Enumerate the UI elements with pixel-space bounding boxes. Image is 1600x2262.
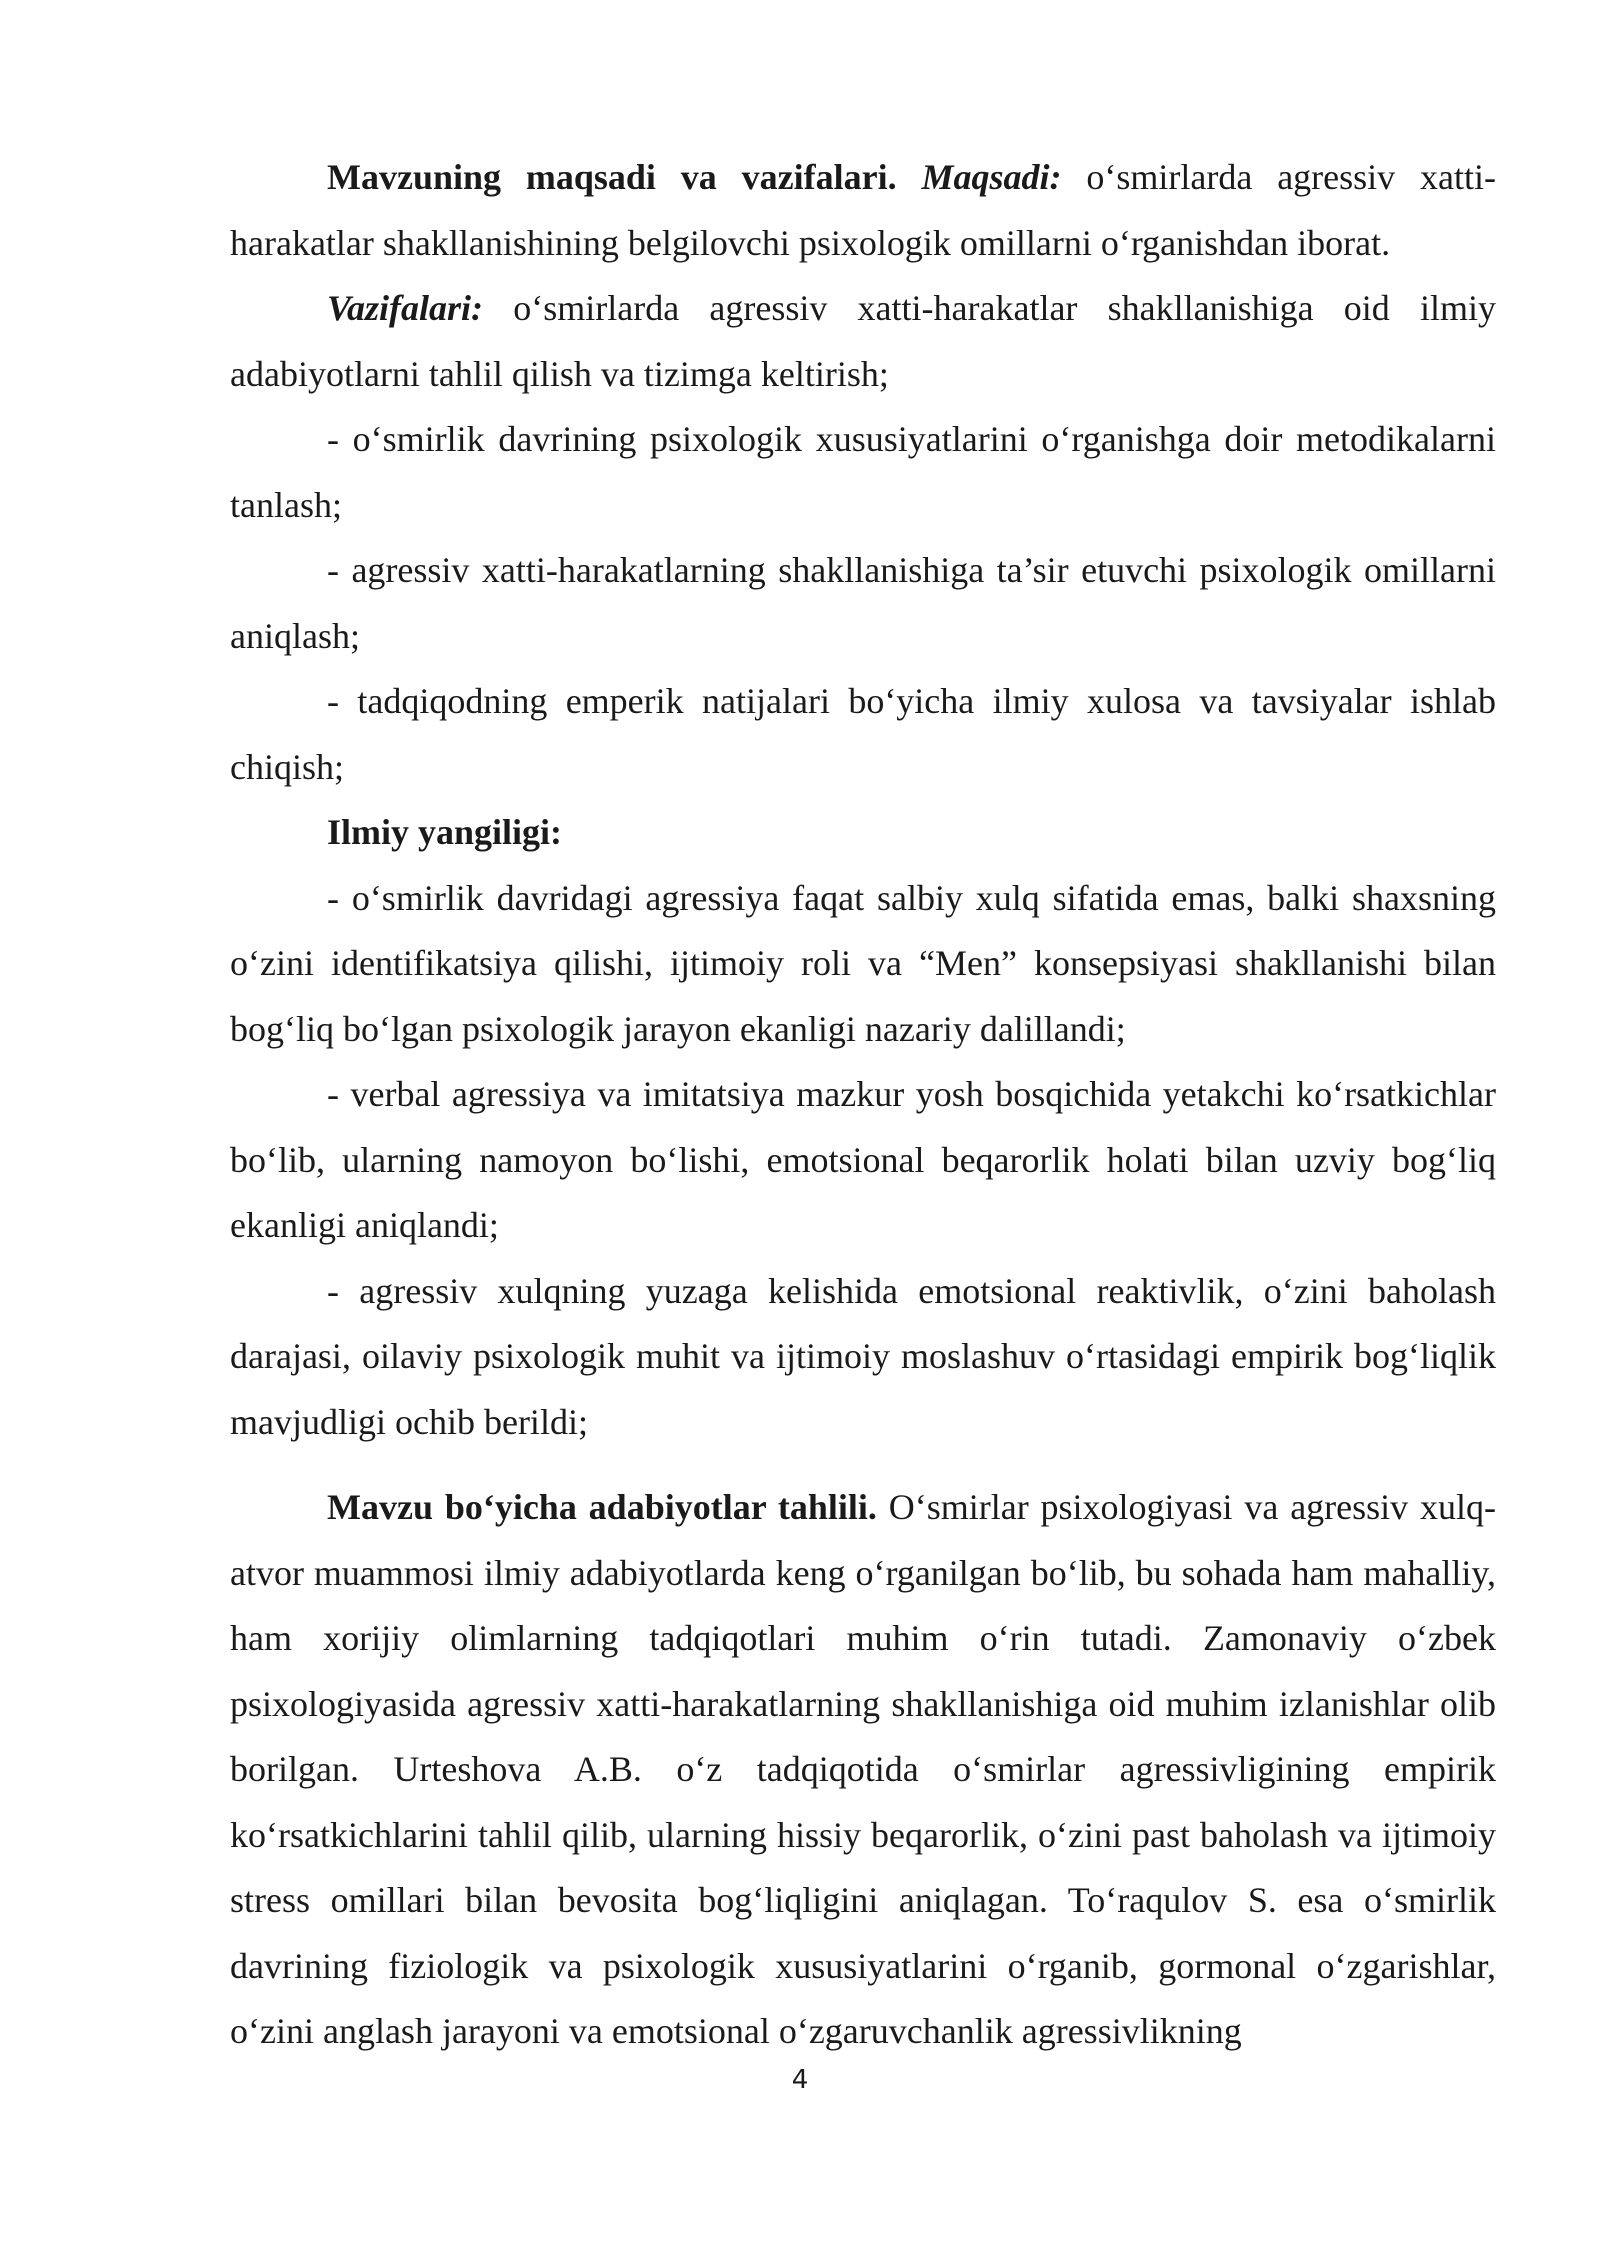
- novelty-item: - agressiv xulqning yuzaga kelishida emotsional reaktivlik, o‘zini baholash darajasi, oilaviy psixologik muhit va ijtimoiy moslashuv o‘rtasidagi empirik bog‘liqlik mavjudligi ochib berildi;: [230, 1270, 1496, 1442]
- goal-heading: Mavzuning maqsadi va vazifalari.: [327, 157, 897, 197]
- tasks-label: Vazifalari:: [327, 288, 484, 328]
- page-number: 4: [791, 2065, 809, 2095]
- task-item: - o‘smirlik davrining psixologik xususiyatlarini o‘rganishga doir metodikalarni tanlash;: [230, 419, 1496, 525]
- literature-heading: Mavzu bo‘yicha adabiyotlar tahlili.: [327, 1487, 877, 1527]
- paragraph-tasks: [230, 276, 1496, 407]
- goal-label: Maqsadi:: [921, 157, 1062, 197]
- novelty-heading: [230, 800, 1496, 866]
- goal-text: o‘smirlarda agressiv xatti-harakatlar shakllanishining belgilovchi psixologik omillarni o‘rganishdan iborat.: [230, 157, 1496, 263]
- paragraph-goal: [230, 145, 1496, 276]
- tasks-text: o‘smirlarda agressiv xatti-harakatlar shakllanishiga oid ilmiy adabiyotlarni tahlil qilish va tizimga keltirish;: [230, 288, 1496, 394]
- task-item: - agressiv xatti-harakatlarning shakllanishiga ta’sir etuvchi psixologik omillarni aniqlash;: [230, 550, 1496, 656]
- paragraph-literature: [230, 1475, 1496, 2065]
- page-body: [230, 145, 1496, 2065]
- task-item: - tadqiqodning emperik natijalari bo‘yicha ilmiy xulosa va tavsiyalar ishlab chiqish;: [230, 681, 1496, 787]
- novelty-item: - o‘smirlik davridagi agressiya faqat salbiy xulq sifatida emas, balki shaxsning o‘zini identifikatsiya qilishi, ijtimoiy roli va “Men” konsepsiyasi shakllanishi bilan bog‘liq bo‘lgan psixologik jarayon ekanligi nazariy dalillandi;: [230, 877, 1496, 1049]
- novelty-item: - verbal agressiya va imitatsiya mazkur yosh bosqichida yetakchi ko‘rsatkichlar bo‘lib, ularning namoyon bo‘lishi, emotsional beqarorlik holati bilan uzviy bog‘liq ekanligi aniqlandi;: [230, 1074, 1496, 1245]
- novelty-heading-text: Ilmiy yangiligi:: [327, 812, 563, 852]
- literature-text: O‘smirlar psixologiyasi va agressiv xulq-atvor muammosi ilmiy adabiyotlarda keng o‘rganilgan bo‘lib, bu sohada ham mahalliy, ham xorijiy olimlarning tadqiqotlari muhim o‘rin tutadi. Zamonaviy o‘zbek psixologiyasida agressiv xatti-harakatlarning shakllanishiga oid muhim izlanishlar olib borilgan. Urteshova A.B. o‘z tadqiqotida o‘smirlar agressivligining empirik ko‘rsatkichlarini tahlil qilib, ularning hissiy beqarorlik, o‘zini past baholash va ijtimoiy stress omillari bilan bevosita bog‘liqligini aniqlagan. To‘raqulov S. esa o‘smirlik davrining fiziologik va psixologik xususiyatlarini o‘rganib, gormonal o‘zgarishlar, o‘zini anglash jarayoni va emotsional o‘zgaruvchanlik agressivlikning: [230, 1487, 1496, 2051]
